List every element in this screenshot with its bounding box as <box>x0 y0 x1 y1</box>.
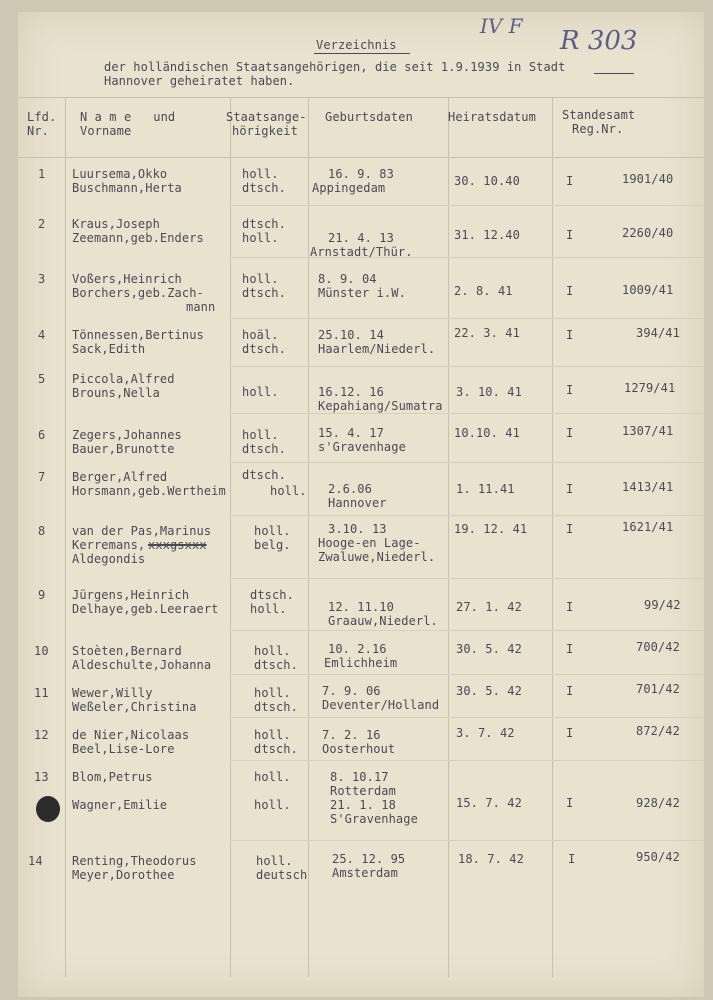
registry-number: 1621/41 <box>622 520 674 534</box>
birth-place: Arnstadt/Thür. <box>310 245 413 259</box>
name-1: Wewer,Willy <box>72 686 153 700</box>
name-3: Aldegondis <box>72 552 146 566</box>
marriage-date: 1. 11.41 <box>456 482 515 496</box>
birth-date: 8. 9. 04 <box>318 272 377 286</box>
marriage-date: 2. 8. 41 <box>454 284 513 298</box>
nationality-1: dtsch. <box>242 468 286 482</box>
row-number: 6 <box>38 428 46 442</box>
birth-date: 21. 4. 13 <box>328 231 394 245</box>
registry-number: 1279/41 <box>624 381 676 395</box>
row-number: 14 <box>28 854 43 868</box>
name-1: Piccola,Alfred <box>72 372 175 386</box>
registry-office: I <box>566 642 574 656</box>
birth-date-2: 21. 1. 18 <box>330 798 396 812</box>
marriage-date: 3. 7. 42 <box>456 726 515 740</box>
row-rule <box>230 630 704 631</box>
name-2: Buschmann,Herta <box>72 181 182 195</box>
name-1: Blom,Petrus <box>72 770 153 784</box>
nationality-1: holl. <box>254 644 291 658</box>
registry-office: I <box>568 852 576 866</box>
row-number: 10 <box>34 644 49 658</box>
name-2: Delhaye,geb.Leeraert <box>72 602 219 616</box>
name-2: Wagner,Emilie <box>72 798 168 812</box>
nationality-1: holl. <box>242 167 279 181</box>
registry-number: 2260/40 <box>622 226 674 240</box>
header-lfd-nr: Lfd. <box>27 110 57 124</box>
column-divider <box>448 97 449 977</box>
heading-line-2: Hannover geheiratet haben. <box>104 74 295 88</box>
name-2: Borchers,geb.Zach- <box>72 286 204 300</box>
nationality-2: dtsch. <box>242 286 286 300</box>
nationality-2: dtsch. <box>254 658 298 672</box>
title-underline <box>314 53 410 54</box>
registry-number: 1413/41 <box>622 480 674 494</box>
registry-office: I <box>566 174 574 188</box>
name-2: Bauer,Brunotte <box>72 442 175 456</box>
marriage-date: 19. 12. 41 <box>454 522 528 536</box>
row-number: 11 <box>34 686 49 700</box>
row-number: 12 <box>34 728 49 742</box>
name-1: Luursema,Okko <box>72 167 168 181</box>
header-standesamt: Standesamt <box>562 108 636 122</box>
header-geburtsdaten: Geburtsdaten <box>325 110 413 124</box>
row-rule <box>230 318 704 319</box>
nationality-2: dtsch. <box>242 342 286 356</box>
registry-office: I <box>566 284 574 298</box>
registry-office: I <box>566 383 574 397</box>
row-rule <box>230 257 704 258</box>
nationality-2: holl. <box>250 602 287 616</box>
birth-date: 3.10. 13 <box>328 522 387 536</box>
row-rule <box>230 205 704 206</box>
nationality-1: holl. <box>242 385 279 399</box>
birth-date: 8. 10.17 <box>330 770 389 784</box>
marriage-date: 27. 1. 42 <box>456 600 522 614</box>
name-2: Beel,Lise-Lore <box>72 742 175 756</box>
birth-date: 7. 9. 06 <box>322 684 381 698</box>
row-number: 2 <box>38 217 46 231</box>
birth-date: 2.6.06 <box>328 482 372 496</box>
name-1: Tönnessen,Bertinus <box>72 328 204 342</box>
name-1: Renting,Theodorus <box>72 854 197 868</box>
birth-date: 25.10. 14 <box>318 328 384 342</box>
birth-place: s'Gravenhage <box>318 440 406 454</box>
birth-place: Oosterhout <box>322 742 396 756</box>
registry-number: 99/42 <box>644 598 681 612</box>
registry-number: 701/42 <box>636 682 680 696</box>
registry-number: 950/42 <box>636 850 680 864</box>
registry-number: 1901/40 <box>622 172 674 186</box>
registry-office: I <box>566 522 574 536</box>
registry-number: 1009/41 <box>622 283 674 297</box>
header-name: N a m e und <box>80 110 176 124</box>
birth-place: Haarlem/Niederl. <box>318 342 436 356</box>
table-header-rule <box>18 157 704 158</box>
nationality-2: holl. <box>270 484 307 498</box>
row-number: 3 <box>38 272 46 286</box>
row-rule <box>230 366 704 367</box>
nationality-1: dtsch. <box>242 217 286 231</box>
registry-office: I <box>566 482 574 496</box>
nationality-1: holl. <box>254 524 291 538</box>
handwritten-mark-reference: R 303 <box>560 26 638 56</box>
name-2: Zeemann,geb.Enders <box>72 231 204 245</box>
row-rule <box>230 717 704 718</box>
heading-line-1: der holländischen Staatsangehörigen, die seit 1.9.1939 in Stadt <box>104 60 566 74</box>
birth-date: 16.12. 16 <box>318 385 384 399</box>
city-underline <box>594 73 634 74</box>
handwritten-mark-roman: IV F <box>480 14 523 38</box>
column-divider <box>552 97 553 977</box>
name-1: Kraus,Joseph <box>72 217 160 231</box>
row-number: 8 <box>38 524 46 538</box>
name-1: Berger,Alfred <box>72 470 168 484</box>
birth-place: Hooge-en Lage- <box>318 536 421 550</box>
registry-office: I <box>566 426 574 440</box>
birth-date: 25. 12. 95 <box>332 852 406 866</box>
header-heiratsdatum: Heiratsdatum <box>448 110 536 124</box>
column-divider <box>65 97 66 977</box>
registry-office: I <box>566 684 574 698</box>
birth-place: Emlichheim <box>324 656 398 670</box>
birth-place: Deventer/Holland <box>322 698 440 712</box>
birth-date: 10. 2.16 <box>328 642 387 656</box>
birth-place: Kepahiang/Sumatra <box>318 399 443 413</box>
nationality-1: dtsch. <box>250 588 294 602</box>
registry-office: I <box>566 726 574 740</box>
name-2: Meyer,Dorothee <box>72 868 175 882</box>
registry-office: I <box>566 328 574 342</box>
birth-place: Münster i.W. <box>318 286 406 300</box>
marriage-date: 18. 7. 42 <box>458 852 524 866</box>
name-3: mann <box>186 300 216 314</box>
name-1: Zegers,Johannes <box>72 428 182 442</box>
nationality-2: dtsch. <box>242 442 286 456</box>
header-vorname: Vorname <box>80 124 132 138</box>
header-staatsangehoerigkeit: hörigkeit <box>232 124 298 138</box>
struck-out-text: xxxgsxxx <box>148 538 207 552</box>
nationality-2: dtsch. <box>242 181 286 195</box>
birth-place: Amsterdam <box>332 866 398 880</box>
nationality-1: holl. <box>254 686 291 700</box>
birth-place: Appingedam <box>312 181 386 195</box>
name-2: Sack,Edith <box>72 342 146 356</box>
nationality-1: hoäl. <box>242 328 279 342</box>
name-2: Kerremans, <box>72 538 146 552</box>
nationality-2: belg. <box>254 538 291 552</box>
registry-number: 394/41 <box>636 326 680 340</box>
birth-date: 7. 2. 16 <box>322 728 381 742</box>
row-rule <box>230 760 704 761</box>
marriage-date: 10.10. 41 <box>454 426 520 440</box>
name-2: Weßeler,Christina <box>72 700 197 714</box>
row-rule <box>230 840 704 841</box>
birth-date: 12. 11.10 <box>328 600 394 614</box>
column-divider <box>230 97 231 977</box>
name-2: Aldeschulte,Johanna <box>72 658 212 672</box>
name-1: van der Pas,Marinus <box>72 524 212 538</box>
marriage-date: 30. 5. 42 <box>456 684 522 698</box>
name-2: Horsmann,geb.Wertheim <box>72 484 226 498</box>
birth-place-2: S'Gravenhage <box>330 812 418 826</box>
row-number: 9 <box>38 588 46 602</box>
birth-place: Hannover <box>328 496 387 510</box>
row-rule <box>230 674 704 675</box>
row-rule <box>230 515 704 516</box>
birth-date: 16. 9. 83 <box>328 167 394 181</box>
registry-number: 1307/41 <box>622 424 674 438</box>
marriage-date: 30. 5. 42 <box>456 642 522 656</box>
name-1: de Nier,Nicolaas <box>72 728 190 742</box>
registry-office: I <box>566 796 574 810</box>
marriage-date: 22. 3. 41 <box>454 326 520 340</box>
registry-number: 872/42 <box>636 724 680 738</box>
header-lfd-nr: Nr. <box>27 124 49 138</box>
name-2: Brouns,Nella <box>72 386 160 400</box>
birth-place-2: Zwaluwe,Niederl. <box>318 550 436 564</box>
birth-place: Rotterdam <box>330 784 396 798</box>
row-number: 5 <box>38 372 46 386</box>
row-rule <box>230 462 704 463</box>
nationality-2: dtsch. <box>254 700 298 714</box>
nationality-1: holl. <box>254 770 291 784</box>
row-number: 1 <box>38 167 46 181</box>
nationality-1: holl. <box>256 854 293 868</box>
registry-office: I <box>566 600 574 614</box>
registry-number: 700/42 <box>636 640 680 654</box>
ink-blot <box>36 796 60 822</box>
marriage-date: 31. 12.40 <box>454 228 520 242</box>
nationality-2: deutsch <box>256 868 308 882</box>
nationality-1: holl. <box>254 728 291 742</box>
nationality-1: holl. <box>242 272 279 286</box>
row-number: 13 <box>34 770 49 784</box>
nationality-1: holl. <box>242 428 279 442</box>
nationality-2: dtsch. <box>254 742 298 756</box>
row-number: 7 <box>38 470 46 484</box>
birth-place: Graauw,Niederl. <box>328 614 438 628</box>
document-title: Verzeichnis <box>316 38 397 52</box>
header-reg-nr: Reg.Nr. <box>572 122 624 136</box>
row-number: 4 <box>38 328 46 342</box>
name-1: Voßers,Heinrich <box>72 272 182 286</box>
header-staatsangehoerigkeit: Staatsange- <box>226 110 307 124</box>
marriage-date: 3. 10. 41 <box>456 385 522 399</box>
row-rule <box>230 413 704 414</box>
name-1: Stoèten,Bernard <box>72 644 182 658</box>
table-top-rule <box>18 97 704 98</box>
nationality-2: holl. <box>254 798 291 812</box>
column-divider <box>308 97 309 977</box>
row-rule <box>230 578 704 579</box>
registry-office: I <box>566 228 574 242</box>
marriage-date: 15. 7. 42 <box>456 796 522 810</box>
name-1: Jürgens,Heinrich <box>72 588 190 602</box>
birth-date: 15. 4. 17 <box>318 426 384 440</box>
registry-number: 928/42 <box>636 796 680 810</box>
marriage-date: 30. 10.40 <box>454 174 520 188</box>
nationality-2: holl. <box>242 231 279 245</box>
